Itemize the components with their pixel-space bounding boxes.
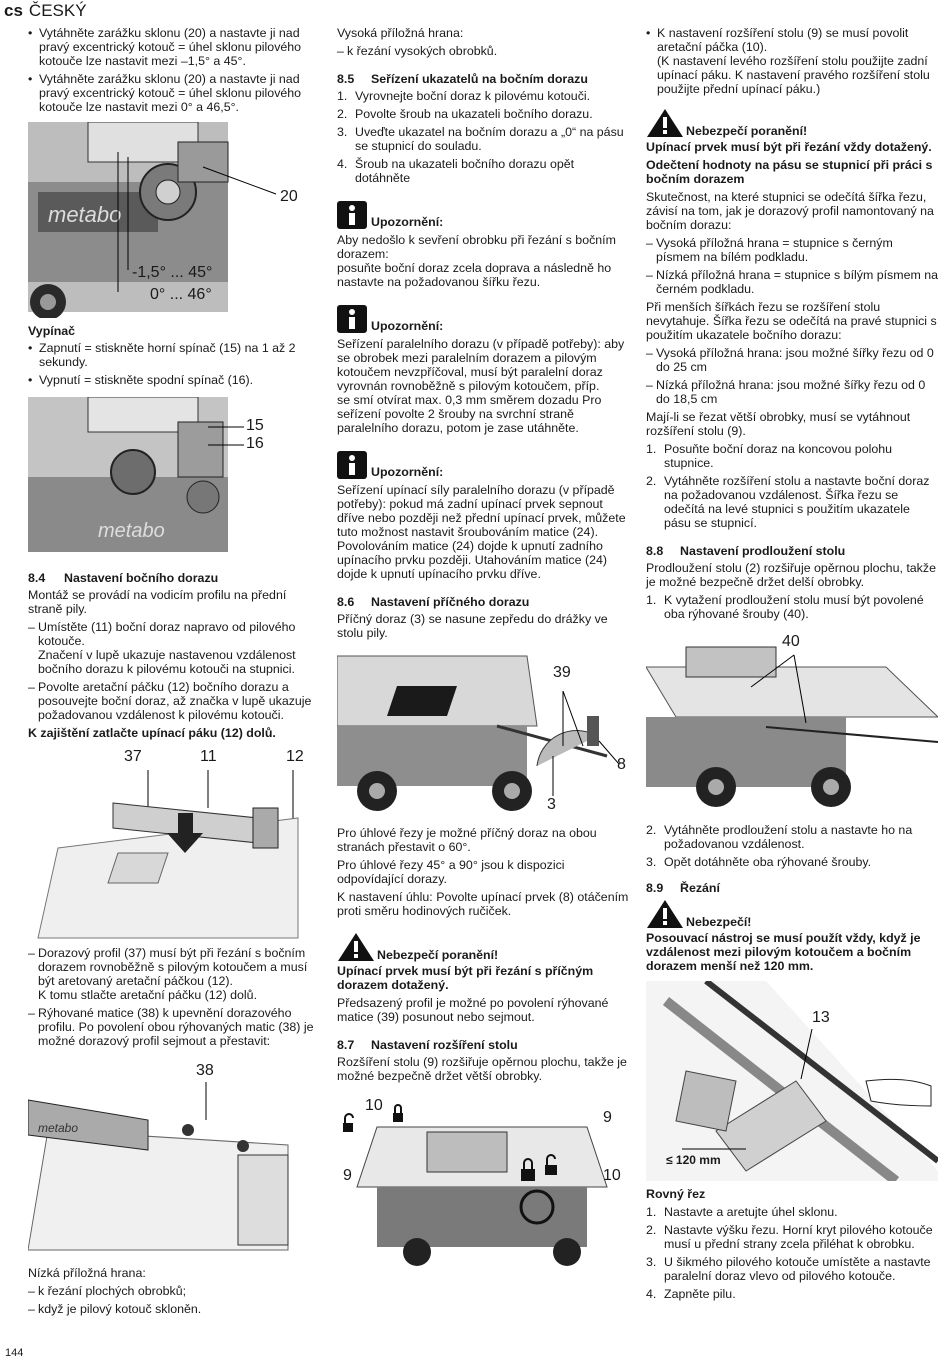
step-number: 3. xyxy=(646,855,657,869)
page-number: 144 xyxy=(5,1347,24,1359)
subheading: Odečtení hodnoty na pásu se stupnicí při práci s bočním dorazem xyxy=(646,158,933,186)
rip-fence-illustration xyxy=(28,748,324,940)
callout-13: 13 xyxy=(812,1009,830,1026)
paragraph-heading: Nízká příložná hrana: xyxy=(28,1266,146,1280)
bullet-item: • K nastavení rozšíření stolu (9) se musí povolit aretační páčka (10). xyxy=(646,26,938,54)
step-text: Opět dotáhněte oba rýhované šrouby. xyxy=(664,855,872,869)
callout-8: 8 xyxy=(617,756,626,773)
subheading: Rovný řez xyxy=(646,1187,706,1201)
step-number: 2. xyxy=(646,823,657,837)
callout-40: 40 xyxy=(782,633,800,650)
step-number: 1. xyxy=(646,442,657,456)
callout-37: 37 xyxy=(124,748,142,765)
dash-item: – k řezání vysokých obrobků. xyxy=(337,44,631,58)
paragraph: Seřízení paralelního dorazu (v případě potřeby): aby se obrobek mezi paralelním dorazem a pilovým kotoučem nevzpříčoval, musí být paralelní doraz vyrovnán rovnoběžně s pilovým kotoučem, příp. xyxy=(337,337,625,393)
figure-table-extension xyxy=(337,1097,631,1273)
paragraph-heading: Vysoká příložná hrana: xyxy=(337,26,464,40)
dash-item: – k řezání plochých obrobků; xyxy=(28,1284,324,1298)
section-number: 8.8 xyxy=(646,544,664,558)
section-number: 8.9 xyxy=(646,881,664,895)
callout-10-right: 10 xyxy=(603,1167,621,1184)
paragraph: Skutečnost, na které stupnici se odečítá šířka řezu, závisí na tom, jak je dorazový profil namontovaný na bočním dorazu: xyxy=(646,190,934,232)
warning-text: Upínací prvek musí být při řezání vždy dotažený. xyxy=(646,140,932,154)
numbered-step xyxy=(646,593,938,621)
callout-15: 15 xyxy=(246,417,264,434)
numbered-step xyxy=(646,855,938,869)
warning-heading xyxy=(646,899,938,929)
table-lengthening-illustration xyxy=(646,627,938,817)
step-text: Nastavte výšku řezu. Horní kryt pilového kotouče musí u přední strany zcela přiléhat k obrobku. xyxy=(664,1223,933,1251)
column-2 xyxy=(337,26,631,1279)
numbered-step xyxy=(646,1223,938,1251)
section-title: Seřízení ukazatelů na bočním dorazu xyxy=(371,72,588,86)
section-number: 8.7 xyxy=(337,1038,355,1052)
warning-title: Nebezpečí! xyxy=(686,915,752,929)
step-text: Zapněte pilu. xyxy=(664,1287,736,1301)
step-number: 4. xyxy=(646,1287,657,1301)
language-name: ČESKÝ xyxy=(28,1,87,20)
figure-rip-fence xyxy=(28,748,324,940)
page-header xyxy=(4,1,87,21)
callout-3: 3 xyxy=(547,796,556,813)
step-text: Nastavte a aretujte úhel sklonu. xyxy=(664,1205,838,1219)
knurled-nuts-illustration xyxy=(28,1060,324,1260)
paragraph: Prodloužení stolu (2) rozšiřuje opěrnou plochu, takže je možné bezpečně držet delší obrobky. xyxy=(646,561,936,589)
bullet-item: • Vytáhněte zarážku sklonu (20) a nastavte ji nad pravý excentrický kotouč = úhel sklonu pilového kotouče lze nastavit mezi –1,5° a 45°. xyxy=(28,26,324,68)
figure-table-lengthening xyxy=(646,627,938,817)
step-text: Vytáhněte prodloužení stolu a nastavte ho na požadovanou vzdálenost. xyxy=(664,823,913,851)
warning-title: Nebezpečí poranění! xyxy=(377,948,499,962)
step-text: Vyrovnejte boční doraz k pilovému kotouči. xyxy=(355,89,591,103)
paragraph: se smí otvírat max. 0,3 mm směrem dozadu Pro seřízení povolte 2 šrouby na svrchní straně paralelního dorazu, potom je zase utáhněte. xyxy=(337,393,602,435)
paragraph: Montáž se provádí na vodicím profilu na přední straně pily. xyxy=(28,588,287,616)
warning-heading xyxy=(646,108,938,138)
note-heading xyxy=(337,451,631,479)
note-heading xyxy=(337,201,631,229)
callout-38: 38 xyxy=(196,1062,214,1079)
section-8-9-heading xyxy=(646,881,938,895)
note-title: Upozornění: xyxy=(371,465,444,479)
column-1 xyxy=(28,26,324,1320)
dash-item-continuation: K tomu stlačte aretační páčku (12) dolů. xyxy=(38,988,258,1002)
svg-text:metabo: metabo xyxy=(38,1121,79,1135)
dash-item: – Vysoká příložná hrana: jsou možné šířky řezu od 0 do 25 cm xyxy=(646,346,938,374)
section-8-4-heading xyxy=(28,571,324,585)
callout-9-right: 9 xyxy=(603,1109,612,1126)
paragraph: K nastavení úhlu: Povolte upínací prvek (8) otáčením proti směru hodinových ručiček. xyxy=(337,890,629,918)
section-8-8-heading xyxy=(646,544,938,558)
dash-item-text: Dorazový profil (37) musí být při řezání s bočním dorazem rovnoběžně s pilovým kotoučem a musí být aretovaný aretační páčkou (12). xyxy=(38,946,308,988)
section-title: Nastavení rozšíření stolu xyxy=(371,1038,518,1052)
paragraph: Rozšíření stolu (9) rozšiřuje opěrnou plochu, takže je možné bezpečně držet větší obrobky. xyxy=(337,1055,627,1083)
note-title: Upozornění: xyxy=(371,319,444,333)
svg-text:metabo: metabo xyxy=(98,520,165,542)
step-number: 4. xyxy=(337,157,348,171)
figure-knurled-nuts xyxy=(28,1060,324,1260)
callout-12: 12 xyxy=(286,748,304,765)
callout-angle-range-1: -1,5° ... 45° xyxy=(132,264,213,281)
dash-item: – Rýhované matice (38) k upevnění dorazového profilu. Po povolení obou rýhovaných matic (38) je možné dorazový profil sejmout a přestavit: xyxy=(28,1006,324,1048)
dash-item xyxy=(28,620,324,648)
section-number: 8.4 xyxy=(28,571,46,585)
cross-stop-illustration xyxy=(337,646,631,818)
warning-text: Upínací prvek musí být při řezání s příčným dorazem dotažený. xyxy=(337,964,594,992)
paragraph: Příčný doraz (3) se nasune zepředu do drážky ve stolu pily. xyxy=(337,612,608,640)
warning-triangle-icon xyxy=(646,108,684,138)
paragraph: Předsazený profil je možné po povolení rýhované matice (39) posunout nebo sejmout. xyxy=(337,996,609,1024)
warning-text: Posouvací nástroj se musí použít vždy, když je vzdálenost mezi pilovým kotoučem a bočním dorazem menší než 120 mm. xyxy=(646,931,921,973)
step-number: 2. xyxy=(646,1223,657,1237)
step-text: Šroub na ukazateli bočního dorazu opět dotáhněte xyxy=(355,157,575,185)
column-3 xyxy=(646,26,938,1305)
numbered-step xyxy=(337,157,631,185)
section-number: 8.5 xyxy=(337,72,355,86)
warning-heading xyxy=(337,932,631,962)
saw-switch-illustration xyxy=(28,397,324,557)
dash-item-text: Umístěte (11) boční doraz napravo od pilového kotouče. xyxy=(38,620,296,648)
step-number: 3. xyxy=(337,125,348,139)
info-icon xyxy=(337,305,367,333)
numbered-step xyxy=(646,823,938,851)
bullet-item: • Zapnutí = stiskněte horní spínač (15) na 1 až 2 sekundy. xyxy=(28,341,324,369)
numbered-step xyxy=(646,474,938,530)
paragraph: Pro úhlové řezy je možné příčný doraz na obou stranách přestavit o 60°. xyxy=(337,826,597,854)
warning-title: Nebezpečí poranění! xyxy=(686,124,808,138)
numbered-step xyxy=(646,442,938,470)
bold-instruction: K zajištění zatlačte upínací páku (12) dolů. xyxy=(28,726,276,740)
step-number: 3. xyxy=(646,1255,657,1269)
step-text: U šikmého pilového kotouče umístěte a nastavte paralelní doraz vlevo od pilového kotouče. xyxy=(664,1255,931,1283)
numbered-step xyxy=(337,107,631,121)
bullet-item: • Vypnutí = stiskněte spodní spínač (16). xyxy=(28,373,324,387)
step-text: Uveďte ukazatel na bočním dorazu a „0“ na pásu se stupnicí do souladu. xyxy=(355,125,624,153)
numbered-step xyxy=(337,89,631,103)
language-code: cs xyxy=(4,1,23,20)
section-8-6-heading xyxy=(337,595,631,609)
paragraph: Mají-li se řezat větší obrobky, musí se vytáhnout rozšíření stolu (9). xyxy=(646,410,911,438)
callout-10-left: 10 xyxy=(365,1097,383,1114)
section-8-5-heading xyxy=(337,72,631,86)
paragraph: Aby nedošlo k sevření obrobku při řezání s bočním dorazem: xyxy=(337,233,616,261)
step-text: Vytáhněte rozšíření stolu a nastavte boční doraz na požadovanou vzdálenost. Šířka řezu se odečítá na levé stupnici s použitím ukazatele pásu se stupnicí. xyxy=(664,474,930,530)
svg-text:metabo: metabo xyxy=(48,202,122,227)
note-title: Upozornění: xyxy=(371,215,444,229)
note-heading xyxy=(337,305,631,333)
bullet-item: • Vytáhněte zarážku sklonu (20) a nastavte ji nad pravý excentrický kotouč = úhel sklonu pilového kotouče lze nastavit mezi 0° a 46,5°. xyxy=(28,72,324,114)
callout-39: 39 xyxy=(553,664,571,681)
paragraph: Seřízení upínací síly paralelního dorazu (v případě potřeby): pokud má zadní upínací prvek sepnout dříve nebo později než přední upínací prvek, můžete tuto možnost nastavit šroubováním matice (24). Povolováním matice (24) dojde k upnutí zadního upínacího prvku později. Utahováním matice (24) dojde k upnutí upínacího prvku dříve. xyxy=(337,483,626,581)
figure-switch xyxy=(28,397,324,557)
step-number: 1. xyxy=(646,593,657,607)
callout-distance-120mm: ≤ 120 mm xyxy=(666,1153,721,1167)
warning-triangle-icon xyxy=(646,899,684,929)
numbered-step xyxy=(646,1205,938,1219)
section-number: 8.6 xyxy=(337,595,355,609)
paragraph: Při menších šířkách řezu se rozšíření stolu nevytahuje. Šířka řezu se odečítá na pravé stupnici s použitím ukazatele bočního dorazu: xyxy=(646,300,937,342)
section-title: Nastavení příčného dorazu xyxy=(371,595,530,609)
info-icon xyxy=(337,201,367,229)
info-icon xyxy=(337,451,367,479)
paragraph: posuňte boční doraz zcela doprava a následně ho nastavte na požadovanou šířku řezu. xyxy=(337,261,612,289)
step-number: 1. xyxy=(337,89,348,103)
paragraph: Pro úhlové řezy 45° a 90° jsou k dispozici odpovídající dorazy. xyxy=(337,858,565,886)
callout-16: 16 xyxy=(246,435,264,452)
figure-push-stick xyxy=(646,981,938,1181)
section-title: Řezání xyxy=(680,881,720,895)
step-number: 2. xyxy=(646,474,657,488)
callout-9-left: 9 xyxy=(343,1167,352,1184)
figure-cross-stop xyxy=(337,646,631,818)
figure-bevel-stop xyxy=(28,122,324,318)
step-number: 1. xyxy=(646,1205,657,1219)
numbered-step xyxy=(646,1255,938,1283)
numbered-step xyxy=(337,125,631,153)
dash-item xyxy=(28,946,324,988)
callout-20: 20 xyxy=(280,188,298,205)
dash-item: – Nízká příložná hrana = stupnice s bílým písmem na černém podkladu. xyxy=(646,268,938,296)
step-number: 2. xyxy=(337,107,348,121)
section-title: Nastavení prodloužení stolu xyxy=(680,544,846,558)
section-title: Nastavení bočního dorazu xyxy=(64,571,219,585)
bullet-item-continuation: (K nastavení levého rozšíření stolu použijte zadní upínací páku. K nastavení pravého rozšíření stolu použijte přední upínací páku.) xyxy=(657,54,930,96)
callout-11: 11 xyxy=(200,748,217,765)
section-8-7-heading xyxy=(337,1038,631,1052)
dash-item: – Povolte aretační páčku (12) bočního dorazu a posouvejte boční doraz, až značka v lupě ukazuje požadovanou vzdálenost k pilovému kotouči. xyxy=(28,680,324,722)
step-text: Posuňte boční doraz na koncovou polohu stupnice. xyxy=(664,442,893,470)
callout-angle-range-2: 0° ... 46° xyxy=(150,286,212,303)
numbered-step xyxy=(646,1287,938,1301)
dash-item: – Nízká příložná hrana: jsou možné šířky řezu od 0 do 18,5 cm xyxy=(646,378,938,406)
dash-item-continuation: Značení v lupě ukazuje nastavenou vzdálenost bočního dorazu k pilovému kotouči na stupnici. xyxy=(38,648,296,676)
step-text: Povolte šroub na ukazateli bočního dorazu. xyxy=(355,107,593,121)
dash-item: – Vysoká příložná hrana = stupnice s černým písmem na bílém podkladu. xyxy=(646,236,938,264)
table-extension-illustration xyxy=(337,1097,631,1273)
section-heading-switch: Vypínač xyxy=(28,324,76,338)
step-text: K vytažení prodloužení stolu musí být povolené oba rýhované šrouby (40). xyxy=(664,593,924,621)
dash-item: – když je pilový kotouč skloněn. xyxy=(28,1302,324,1316)
warning-triangle-icon xyxy=(337,932,375,962)
